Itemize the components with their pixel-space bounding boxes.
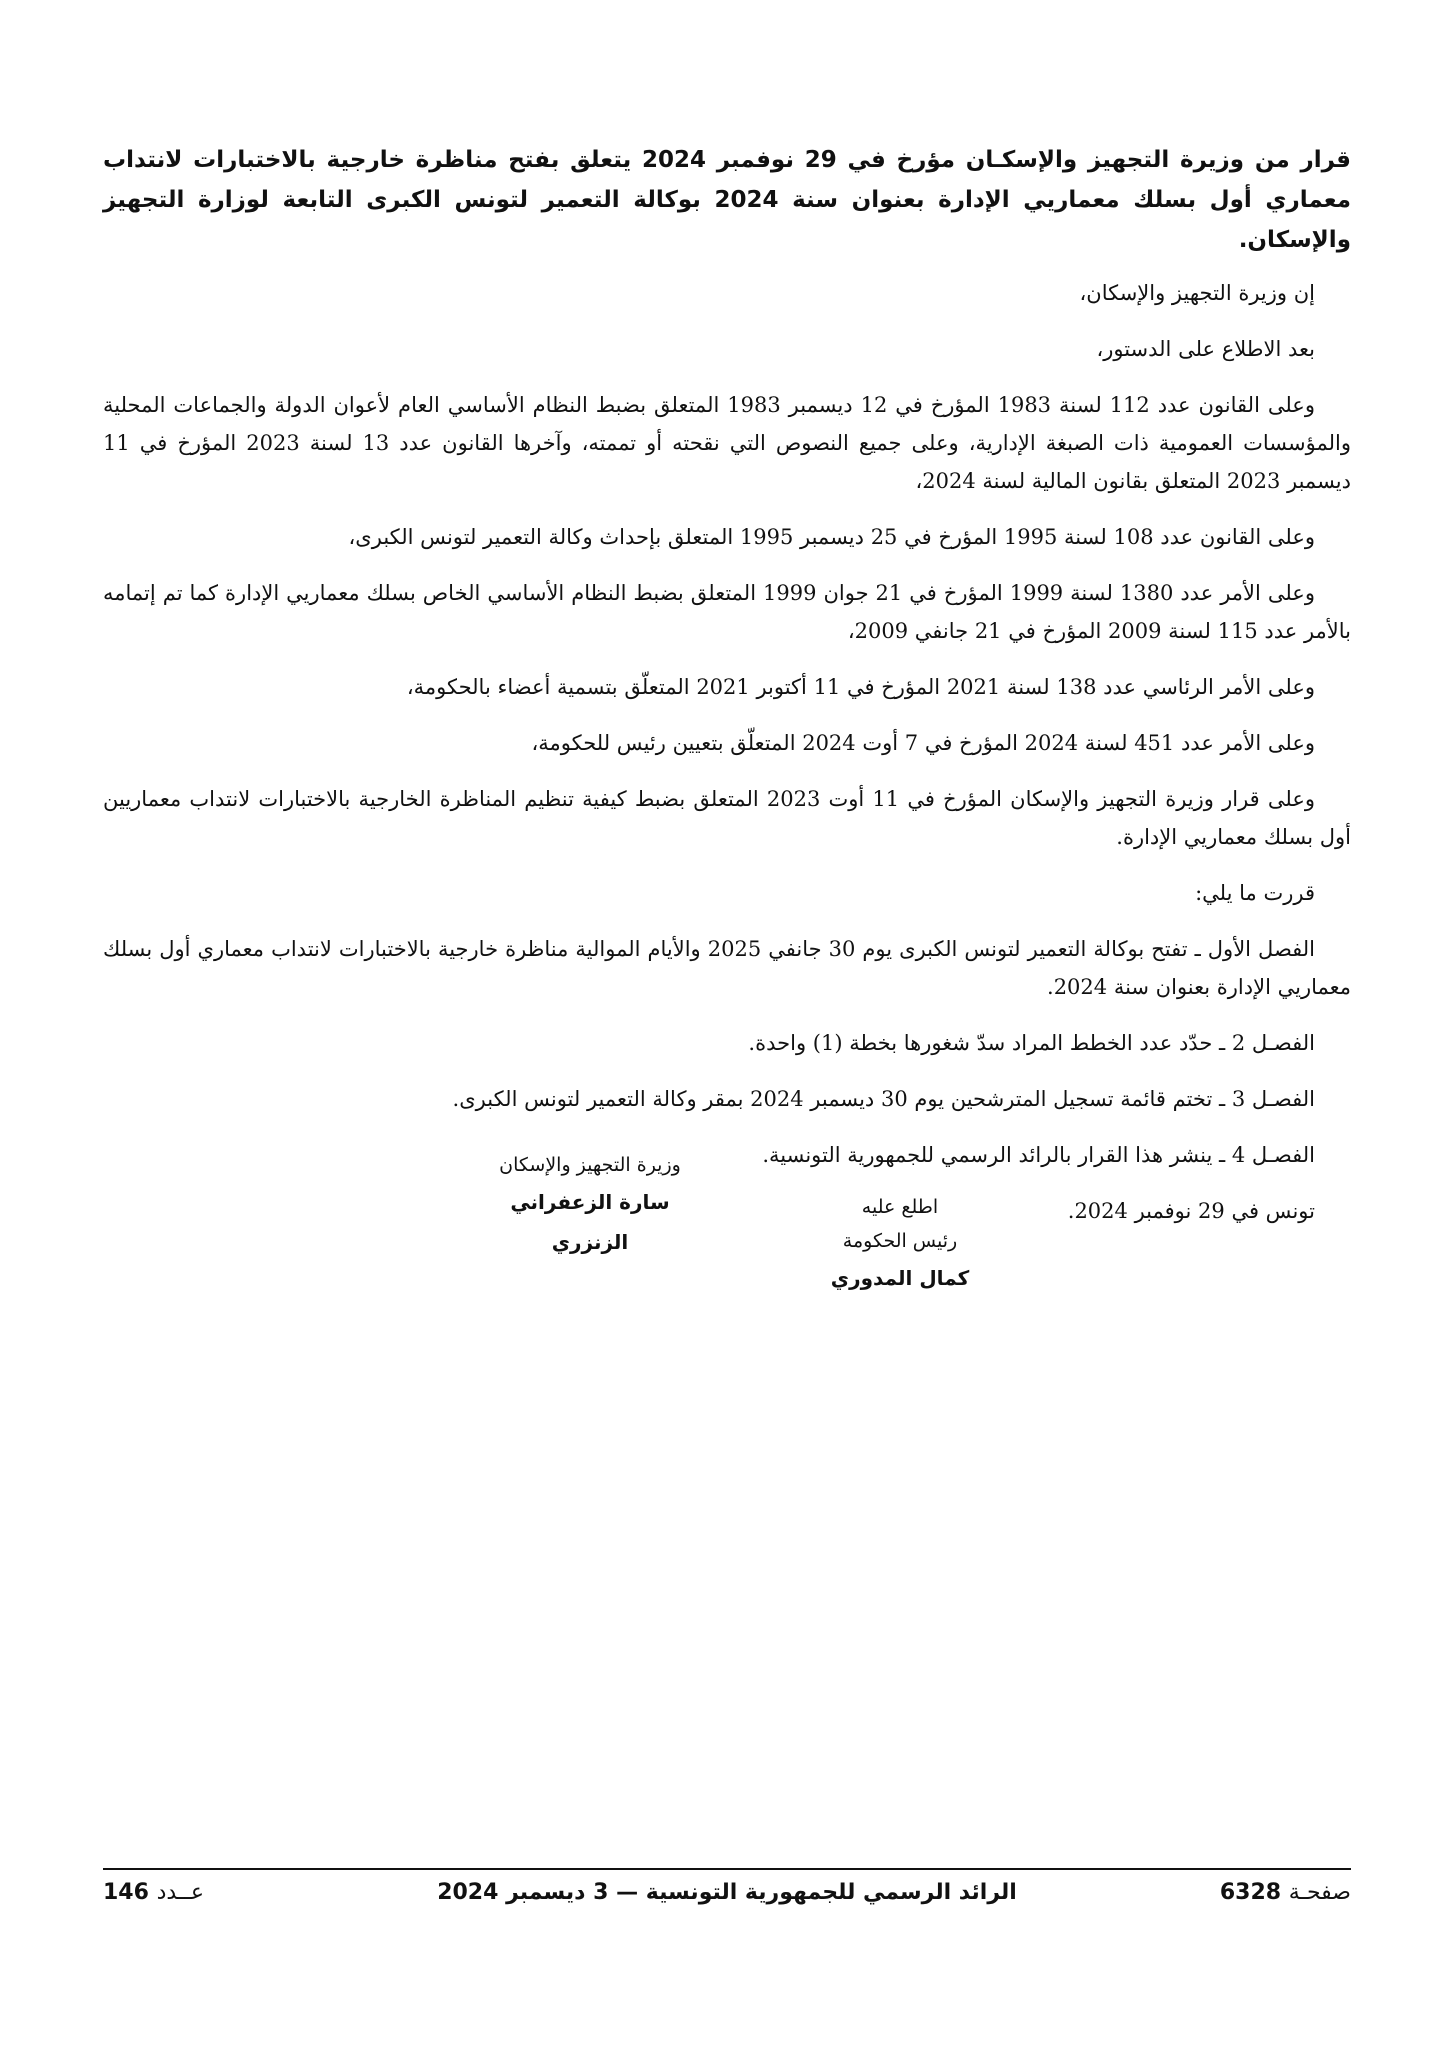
article-3: الفصـل 3 ـ تختم قائمة تسجيل المترشحين يوم 30 ديسمبر 2024 بمقر وكالة التعمير لتونس الكبرى. bbox=[452, 1087, 1315, 1111]
paragraph-decision: قررت ما يلي: bbox=[1195, 881, 1315, 905]
page-footer bbox=[103, 1880, 1351, 1920]
decree-title: قرار من وزيرة التجهيز والإسكـان مؤرخ في 29 نوفمبر 2024 يتعلق بفتح مناظرة خارجية بالاختبارات لانتداب معماري أول بسلك معماريي الإدارة بعنوان سنة 2024 بوكالة التعمير لتونس الكبرى التابعة لوزارة التجهيز والإسكان. bbox=[103, 147, 1351, 253]
paragraph-law-108: وعلى القانون عدد 108 لسنة 1995 المؤرخ في 25 ديسمبر 1995 المتعلق بإحداث وكالة التعمير لتونس الكبرى، bbox=[348, 525, 1315, 549]
issue-number: 146 bbox=[103, 1880, 149, 1905]
page-number: 6328 bbox=[1219, 1880, 1282, 1905]
paragraph-decree-138: وعلى الأمر الرئاسي عدد 138 لسنة 2021 المؤرخ في 11 أكتوبر 2021 المتعلّق بتسمية أعضاء بالحكومة، bbox=[406, 675, 1315, 699]
paragraph-decree-451: وعلى الأمر عدد 451 لسنة 2024 المؤرخ في 7 أوت 2024 المتعلّق بتعيين رئيس للحكومة، bbox=[531, 731, 1315, 755]
page-label: صفحـة bbox=[1288, 1880, 1351, 1905]
pm-name: كمال المدوري bbox=[830, 1266, 970, 1290]
journal-title: الرائد الرسمي للجمهورية التونسية — 3 ديسمبر 2024 bbox=[437, 1880, 1017, 1905]
paragraph-decree-1380: وعلى الأمر عدد 1380 لسنة 1999 المؤرخ في 21 جوان 1999 المتعلق بضبط النظام الأساسي الخاص بسلك معماريي الإدارة كما تم إتمامه بالأمر عدد 115 لسنة 2009 المؤرخ في 21 جانفي 2009، bbox=[103, 581, 1351, 643]
pm-role: رئيس الحكومة bbox=[842, 1230, 958, 1252]
article-1: الفصل الأول ـ تفتح بوكالة التعمير لتونس الكبرى يوم 30 جانفي 2025 والأيام الموالية مناظرة خارجية بالاختبارات لانتداب معماري أول بسلك معماريي الإدارة بعنوان سنة 2024. bbox=[103, 937, 1351, 999]
minister-name: سارة الزعفراني الزنزري bbox=[510, 1190, 670, 1254]
issue-label: عــدد bbox=[156, 1880, 204, 1905]
approval-label: اطلع عليه bbox=[861, 1196, 939, 1218]
article-4: الفصـل 4 ـ ينشر هذا القرار بالرائد الرسمي للجمهورية التونسية. bbox=[762, 1143, 1315, 1167]
article-2: الفصـل 2 ـ حدّد عدد الخطط المراد سدّ شغورها بخطة (1) واحدة. bbox=[748, 1031, 1315, 1055]
minister-signature bbox=[470, 1148, 710, 1262]
footer-page bbox=[1220, 1880, 1351, 1905]
footer-divider bbox=[103, 1868, 1351, 1870]
date-place: تونس في 29 نوفمبر 2024. bbox=[1067, 1199, 1315, 1223]
paragraph-preamble: إن وزيرة التجهيز والإسكان، bbox=[1079, 281, 1315, 305]
minister-role: وزيرة التجهيز والإسكان bbox=[499, 1154, 681, 1176]
document-body bbox=[103, 140, 1351, 1248]
pm-signature bbox=[820, 1190, 980, 1298]
footer-issue bbox=[103, 1880, 204, 1905]
paragraph-arrete-2023: وعلى قرار وزيرة التجهيز والإسكان المؤرخ في 11 أوت 2023 المتعلق بضبط كيفية تنظيم المناظرة الخارجية بالاختبارات لانتداب معماريين أول بسلك معماريي الإدارة. bbox=[103, 787, 1351, 849]
paragraph-constitution: بعد الاطلاع على الدستور، bbox=[1096, 337, 1315, 361]
paragraph-law-112: وعلى القانون عدد 112 لسنة 1983 المؤرخ في 12 ديسمبر 1983 المتعلق بضبط النظام الأساسي العام لأعوان الدولة والجماعات المحلية والمؤسسات العمومية ذات الصبغة الإدارية، وعلى جميع النصوص التي نقحته أو تممته، وآخرها القانون عدد 13 لسنة 2023 المؤرخ في 11 ديسمبر 2023 المتعلق بقانون المالية لسنة 2024، bbox=[103, 393, 1351, 493]
